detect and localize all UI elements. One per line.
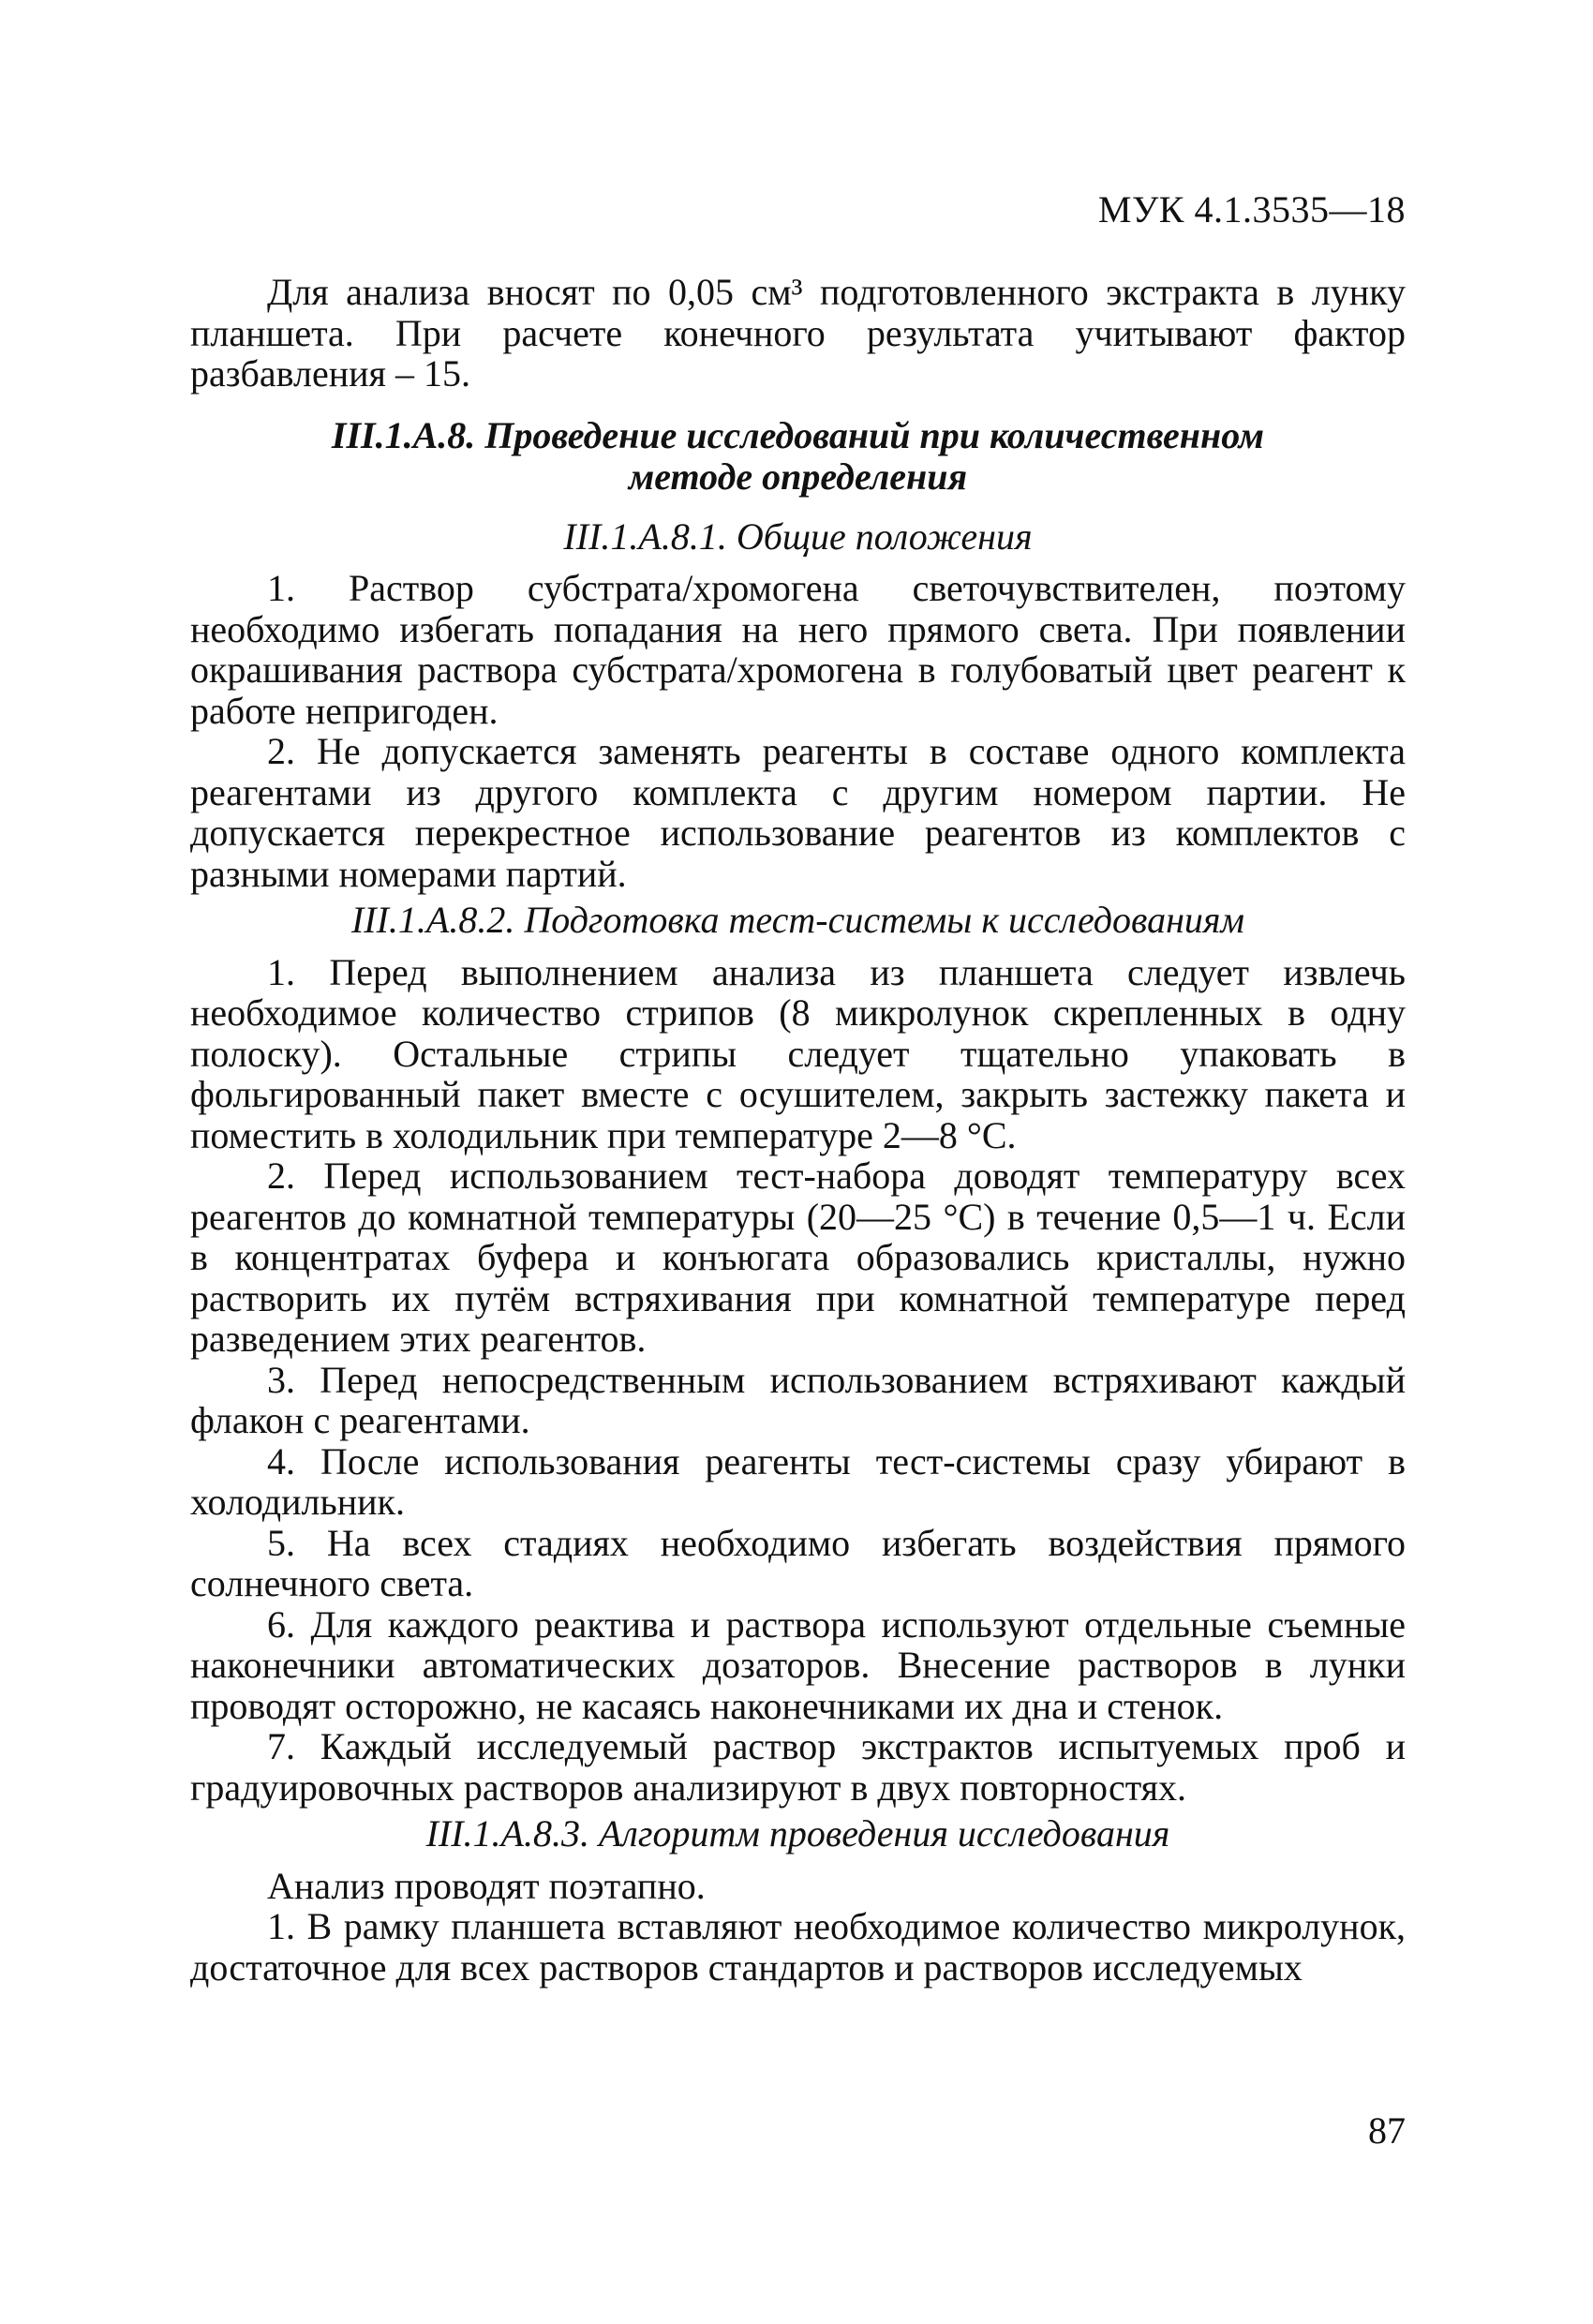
section-heading-line-1: III.1.A.8. Проведение исследований при количественном: [331, 413, 1265, 456]
list-item: 2. Перед использованием тест-набора доводят температуру всех реагентов до комнатной температуры (20—25 °С) в течение 0,5—1 ч. Если в концентратах буфера и конъюгата образовались кристаллы, нужно растворить их путём встряхивания при комнатной температуре перед разведением этих реагентов.: [190, 1155, 1406, 1360]
list-item: 5. На всех стадиях необходимо избегать воздействия прямого солнечного света.: [190, 1521, 1406, 1604]
list-item: 2. Не допускается заменять реагенты в составе одного комплекта реагентами из другого комплекта с другим номером партии. Не допускается перекрестное использование реагентов из комплектов с разными номерами партий.: [190, 730, 1406, 895]
list-item: 1. Раствор субстрата/хромогена светочувствителен, поэтому необходимо избегать попадания на него прямого света. При появлении окрашивания раствора субстрата/хромогена в голубоватый цвет реагент к работе непригоден.: [190, 567, 1406, 732]
subsection-heading-general: III.1.A.8.1. Общие положения: [563, 514, 1033, 558]
subsection-heading-preparation: III.1.A.8.2. Подготовка тест-системы к исследованиям: [350, 899, 1245, 941]
intro-paragraph: Для анализа вносят по 0,05 см³ подготовленного экстракта в лунку планшета. При расчете конечного результата учитывают фактор разбавления – 15.: [190, 271, 1406, 395]
algorithm-lead: Анализ проводят поэтапно.: [267, 1864, 706, 1907]
subsection-heading-algorithm: III.1.A.8.3. Алгоритм проведения исследования: [425, 1812, 1170, 1855]
list-item: 1. Перед выполнением анализа из планшета следует извлечь необходимое количество стрипов (8 микролунок скрепленных в одну полоску). Остальные стрипы следует тщательно упаковать в фольгированный пакет вместе с осушителем, закрыть застежку пакета и поместить в холодильник при температуре 2—8 °С.: [190, 950, 1406, 1156]
page-content: [190, 272, 1406, 1988]
list-item: 3. Перед непосредственным использованием встряхивают каждый флакон с реагентами.: [190, 1358, 1406, 1441]
document-code: МУК 4.1.3535—18: [1097, 188, 1406, 231]
list-item: 6. Для каждого реактива и раствора используют отдельные съемные наконечники автоматических дозаторов. Внесение растворов в лунки проводят осторожно, не касаясь наконечниками их дна и стенок.: [190, 1602, 1406, 1727]
section-heading-line-2: методе определения: [628, 454, 968, 498]
section-heading: [190, 415, 1406, 498]
list-item: 4. После использования реагенты тест-системы сразу убирают в холодильник.: [190, 1439, 1406, 1523]
page-number: 87: [1368, 2109, 1406, 2152]
list-item: 1. В рамку планшета вставляют необходимое количество микролунок, достаточное для всех растворов стандартов и растворов исследуемых: [190, 1905, 1406, 1989]
list-item: 7. Каждый исследуемый раствор экстрактов испытуемых проб и градуировочных растворов анализируют в двух повторностях.: [190, 1725, 1406, 1809]
